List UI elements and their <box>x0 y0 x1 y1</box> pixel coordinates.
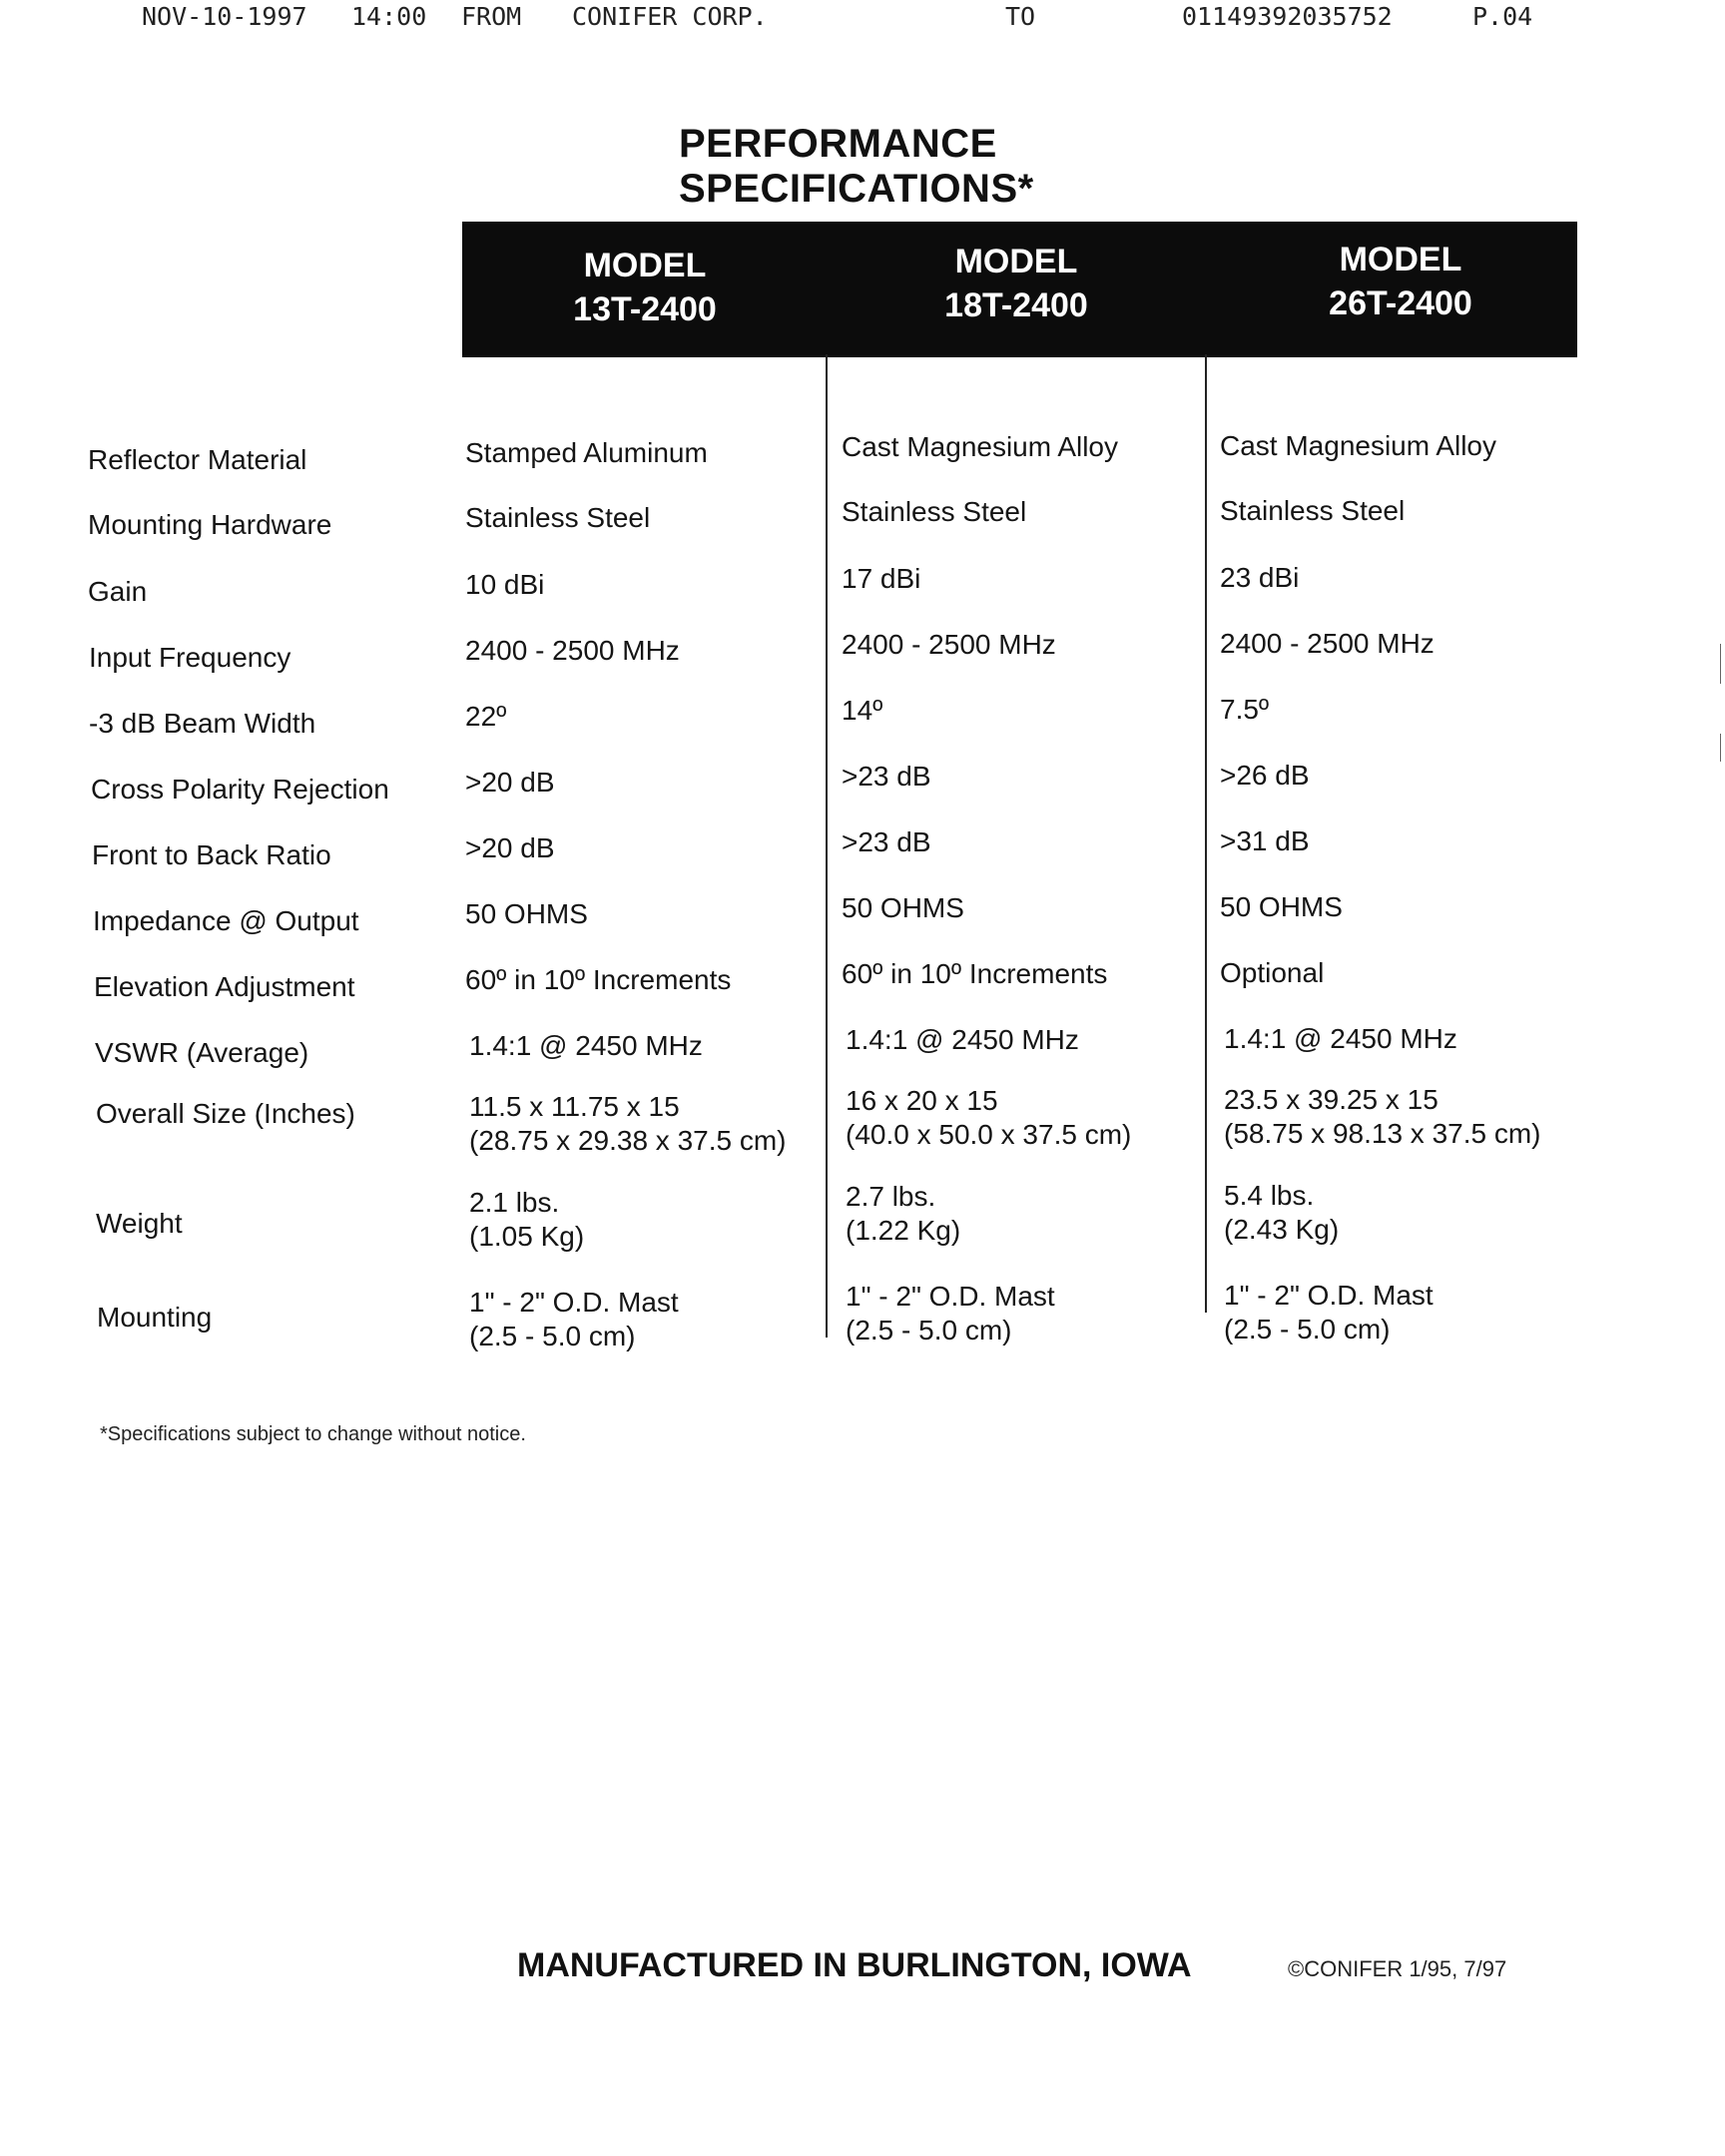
spec-value: 1" - 2" O.D. Mast (2.5 - 5.0 cm) <box>469 1287 679 1351</box>
fax-header <box>0 0 1725 40</box>
model-18t-header <box>837 240 1196 327</box>
spec-value: >31 dB <box>1220 825 1310 856</box>
spec-value: 2400 - 2500 MHz <box>842 629 1056 660</box>
spec-value: 1.4:1 @ 2450 MHz <box>469 1030 703 1061</box>
row-label: Cross Polarity Rejection <box>91 774 389 805</box>
spec-value: >23 dB <box>842 761 931 792</box>
scan-mark <box>1720 644 1721 684</box>
fax-to-label: TO <box>1005 2 1036 31</box>
spec-value: >20 dB <box>465 832 555 863</box>
spec-value: Cast Magnesium Alloy <box>1220 430 1497 461</box>
spec-value: Stainless Steel <box>465 502 651 533</box>
spec-value: 2.7 lbs. (1.22 Kg) <box>846 1181 961 1246</box>
spec-value: 50 OHMS <box>842 892 964 923</box>
spec-value: Optional <box>1220 957 1325 988</box>
model-number: 13T-2400 <box>573 290 717 328</box>
spec-value: 1.4:1 @ 2450 MHz <box>1224 1023 1457 1054</box>
spec-value: 1.4:1 @ 2450 MHz <box>846 1024 1079 1055</box>
spec-value: 2400 - 2500 MHz <box>465 635 680 666</box>
row-label: Overall Size (Inches) <box>96 1098 355 1129</box>
spec-value: >23 dB <box>842 826 931 857</box>
spec-value: 14º <box>842 695 883 726</box>
fax-sender: CONIFER CORP. <box>572 2 768 31</box>
spec-value: 22º <box>465 701 507 732</box>
fax-number: 01149392035752 <box>1182 2 1393 31</box>
model-13t-header <box>465 244 825 331</box>
fax-from-label: FROM <box>461 2 522 31</box>
page-title: PERFORMANCE SPECIFICATIONS* <box>679 122 1034 211</box>
spec-value: Stainless Steel <box>1220 495 1406 526</box>
spec-value: 23.5 x 39.25 x 15 (58.75 x 98.13 x 37.5 cm) <box>1224 1084 1541 1149</box>
row-label: Mounting <box>97 1302 213 1333</box>
row-label: Weight <box>96 1208 183 1239</box>
spec-value: 7.5º <box>1220 694 1270 725</box>
row-label: VSWR (Average) <box>95 1037 309 1068</box>
spec-value: 5.4 lbs. (2.43 Kg) <box>1224 1180 1340 1245</box>
spec-value: 50 OHMS <box>465 898 588 929</box>
spec-value: >26 dB <box>1220 760 1310 791</box>
copyright: ©CONIFER 1/95, 7/97 <box>1288 1956 1507 1981</box>
spec-value: 1" - 2" O.D. Mast (2.5 - 5.0 cm) <box>1224 1280 1434 1345</box>
spec-value: 11.5 x 11.75 x 15 (28.75 x 29.38 x 37.5 cm) <box>469 1091 787 1156</box>
model-label: MODEL <box>954 243 1078 280</box>
spec-value: 2400 - 2500 MHz <box>1220 628 1435 659</box>
spec-value: Stainless Steel <box>842 496 1027 527</box>
model-26t-header <box>1221 238 1580 325</box>
spec-value: Cast Magnesium Alloy <box>842 431 1119 462</box>
column-divider <box>1205 354 1207 1313</box>
model-number: 26T-2400 <box>1329 284 1472 322</box>
spec-value: Stamped Aluminum <box>465 437 708 468</box>
footnote: *Specifications subject to change without notice. <box>100 1423 526 1445</box>
spec-value: >20 dB <box>465 767 555 798</box>
spec-value: 60º in 10º Increments <box>465 964 732 995</box>
spec-value: 50 OHMS <box>1220 891 1343 922</box>
row-label: Mounting Hardware <box>88 509 332 540</box>
model-label: MODEL <box>1339 241 1462 278</box>
row-label: Elevation Adjustment <box>94 971 355 1002</box>
model-number: 18T-2400 <box>944 286 1088 324</box>
column-divider <box>826 354 828 1338</box>
spec-value: 17 dBi <box>842 563 921 594</box>
scan-mark <box>1720 734 1721 762</box>
spec-value: 23 dBi <box>1220 562 1300 593</box>
spec-value: 60º in 10º Increments <box>842 958 1108 989</box>
spec-value: 2.1 lbs. (1.05 Kg) <box>469 1187 585 1252</box>
model-label: MODEL <box>583 247 707 284</box>
row-label: -3 dB Beam Width <box>89 708 316 739</box>
model-header-bar <box>462 222 1577 357</box>
fax-time: 14:00 <box>351 2 427 31</box>
row-label: Impedance @ Output <box>93 905 359 936</box>
spec-value: 1" - 2" O.D. Mast (2.5 - 5.0 cm) <box>846 1281 1055 1346</box>
row-label: Reflector Material <box>88 444 307 475</box>
row-label: Gain <box>88 576 148 607</box>
manufactured-in: MANUFACTURED IN BURLINGTON, IOWA <box>517 1946 1192 1984</box>
fax-page: P.04 <box>1472 2 1533 31</box>
row-label: Front to Back Ratio <box>92 839 331 870</box>
spec-value: 10 dBi <box>465 569 545 600</box>
spec-value: 16 x 20 x 15 (40.0 x 50.0 x 37.5 cm) <box>846 1085 1132 1150</box>
row-label: Input Frequency <box>89 642 291 673</box>
fax-date: NOV-10-1997 <box>142 2 307 31</box>
